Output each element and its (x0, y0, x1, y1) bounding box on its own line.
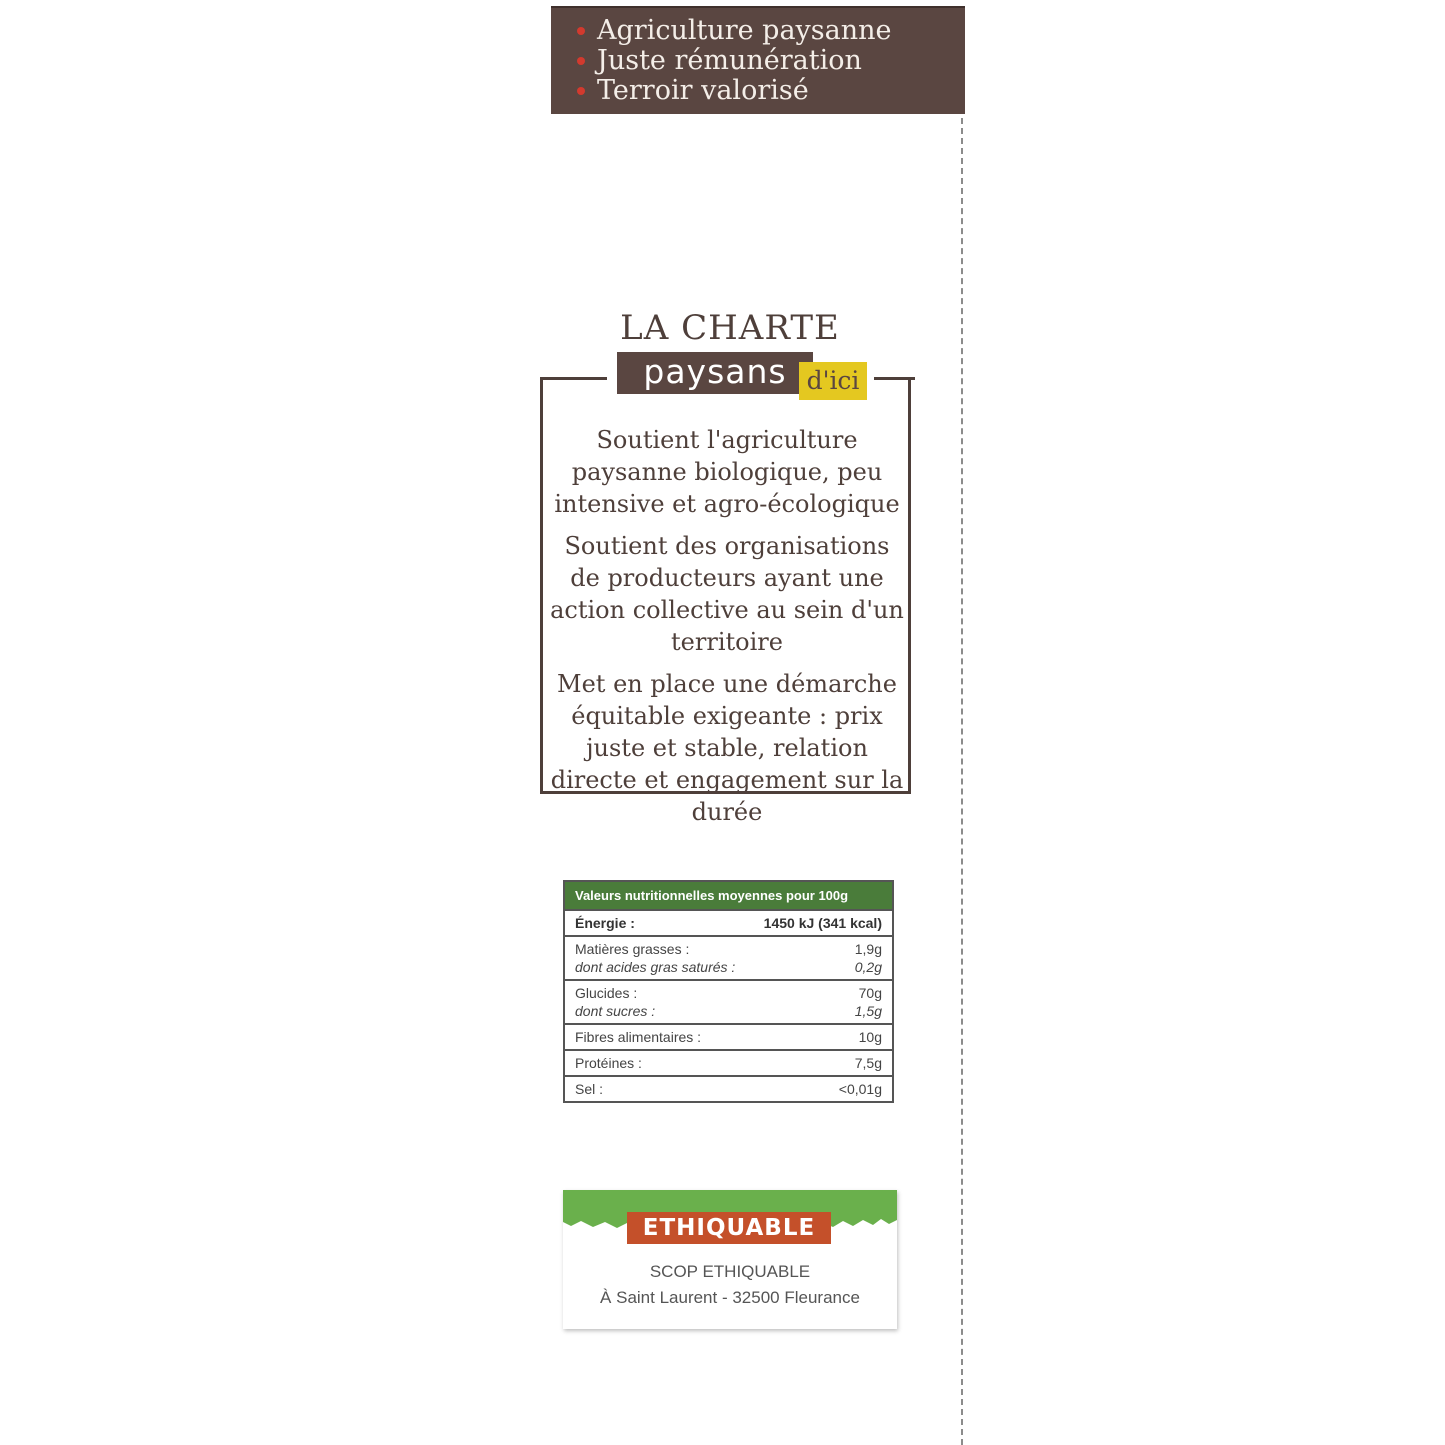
company-address: À Saint Laurent - 32500 Fleurance (600, 1288, 860, 1307)
nutrient-value: 1,9g (854, 941, 882, 957)
nutrient-value: 70g (858, 985, 882, 1001)
charte-paragraph: Soutient des organisations de producteurs ayant une action collective au sein d'un territoire (550, 532, 904, 656)
charte-title: LA CHARTE (620, 308, 840, 348)
table-row (565, 935, 892, 979)
table-row (565, 1075, 892, 1101)
paysans-logo: paysans (617, 352, 813, 394)
nutrient-sub-label: dont sucres : (575, 1003, 656, 1019)
banner-item: Juste rémunération (577, 46, 965, 76)
charte-box-top-right-rule (874, 377, 915, 380)
dici-logo: d'ici (799, 362, 867, 400)
charte-box-top-left-rule (540, 377, 607, 380)
nutrient-label: Matières grasses : (575, 941, 690, 957)
table-row (565, 1049, 892, 1075)
nutrient-value: 7,5g (854, 1055, 882, 1071)
table-row (565, 1023, 892, 1049)
nutrition-table (563, 880, 894, 1103)
company-card (563, 1190, 897, 1329)
charte-paragraph: Soutient l'agriculture paysanne biologique, peu intensive et agro-écologique (554, 426, 900, 518)
bullet-dot-icon (577, 87, 585, 95)
nutrient-value: <0,01g (838, 1081, 882, 1097)
top-banner (551, 6, 965, 114)
banner-item: Terroir valorisé (577, 76, 965, 106)
nutrient-value: 10g (858, 1029, 882, 1045)
nutrient-value: 1450 kJ (341 kcal) (763, 915, 882, 931)
fold-dashed-line (961, 118, 963, 1445)
banner-list (577, 16, 965, 106)
nutrition-header: Valeurs nutritionnelles moyennes pour 100g (565, 882, 892, 909)
nutrient-label: Fibres alimentaires : (575, 1029, 702, 1045)
nutrient-label: Sel : (575, 1081, 604, 1097)
nutrient-sub-value: 1,5g (854, 1003, 882, 1019)
banner-item: Agriculture paysanne (577, 16, 965, 46)
charte-text (546, 424, 908, 838)
charte-paragraph: Met en place une démarche équitable exigeante : prix juste et stable, relation directe et engagement sur la durée (550, 670, 904, 826)
company-name: SCOP ETHIQUABLE (649, 1262, 811, 1281)
nutrient-sub-value: 0,2g (854, 959, 882, 975)
bullet-dot-icon (577, 27, 585, 35)
nutrient-label: Protéines : (575, 1055, 642, 1071)
table-row (565, 979, 892, 1023)
table-row (565, 909, 892, 935)
nutrient-label: Énergie : (575, 915, 635, 931)
nutrient-sub-label: dont acides gras saturés : (575, 959, 736, 975)
ethiquable-logo: ETHIQUABLE (627, 1212, 831, 1244)
bullet-dot-icon (577, 57, 585, 65)
nutrient-label: Glucides : (575, 985, 638, 1001)
